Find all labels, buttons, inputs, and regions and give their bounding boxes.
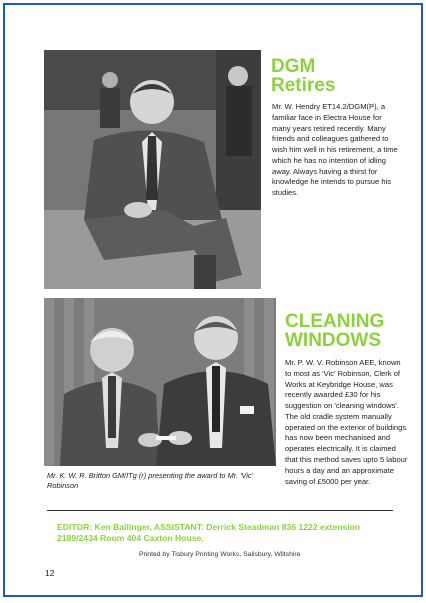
page-number: 12 <box>45 568 55 578</box>
headline-line-2: Retires <box>271 75 336 96</box>
headline-line-1: CLEANING <box>285 311 385 332</box>
article-dgm-retires-body: Mr. W. Hendry ET14.2/DGM(P), a familiar face in Electra House for many years retired recently. Many friends and colleagues gathered to wish him well in his retirement, a time which he has no intention of idling away. Always having a thirst for knowledge he intends to pursue his studies. <box>272 102 398 198</box>
photo-award-presentation-image <box>44 298 276 466</box>
printer-credit: Printed by Tisbury Printing Works, Salisbury, Wiltshire <box>139 551 301 558</box>
photo-award-presentation <box>44 298 276 466</box>
photo-seated-man-laughing <box>44 50 261 289</box>
article-cleaning-windows-body: Mr. P. W. V. Robinson AEE, known to most as 'Vic' Robinson, Clerk of Works at Keybridge House, was recently awarded £30 for his suggestion on 'cleaning windows'. The old cradle system manually operated on the exterior of buildings has now been mechanised and operates electrically. It is claimed that this method saves upto 5 labour hours a day and an approximate saving of £5000 per year. <box>285 358 408 486</box>
headline-cleaning-windows <box>285 312 405 350</box>
headline-line-1: DGM <box>271 56 316 77</box>
headline-line-2: WINDOWS <box>285 330 382 351</box>
photo-caption: Mr. K. W. R. Britton GM/ITg (r) presenting the award to Mr. 'Vic' Robinson <box>47 471 253 491</box>
editor-credits: EDITOR: Ken Ballinger, ASSISTANT: Derrick Steadman 836 1222 extension 2189/2434 Room 404 Caxton House. <box>57 522 361 544</box>
headline-dgm-retires <box>271 57 411 95</box>
footer-divider <box>47 510 393 511</box>
newsletter-page <box>3 3 423 597</box>
photo-seated-man-laughing-image <box>44 50 261 289</box>
